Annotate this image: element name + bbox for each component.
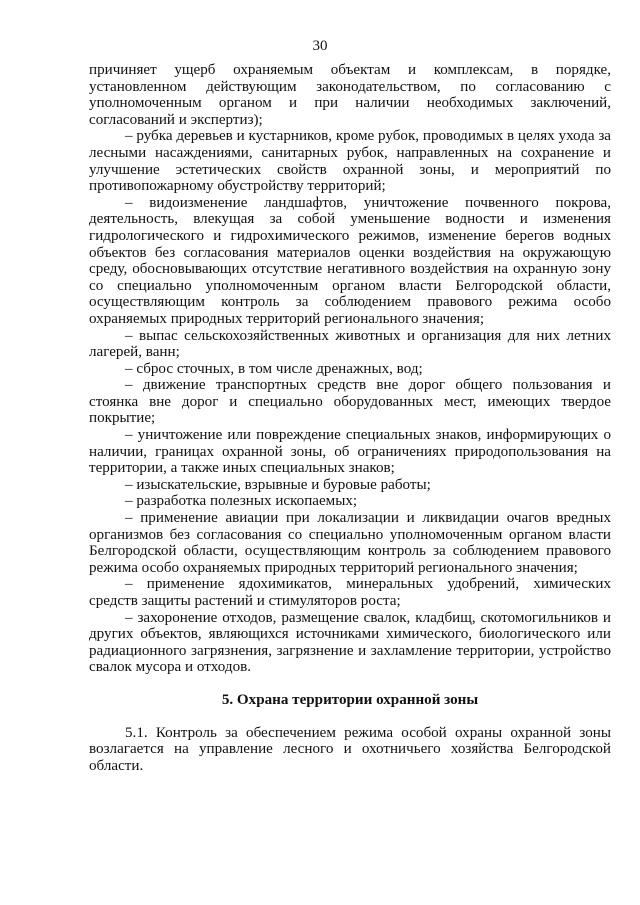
section-heading: 5. Охрана территории охранной зоны bbox=[221, 691, 479, 708]
list-item: – выпас сельскохозяйственных животных и организация для них летних лагерей, ванн; bbox=[89, 327, 611, 361]
list-item: – рубка деревьев и кустарников, кроме рубок, проводимых в целях ухода за лесными насаждениями, санитарных рубок, направленных на сохранение и улучшение эстетических свойств охранной зоны, и мероприятий по противопожарному обустройству территорий; bbox=[89, 128, 611, 195]
list-item: – уничтожение или повреждение специальных знаков, информирующих о наличии, границах охранной зоны, об ограничениях природопользования на территории, а также иных специальных знаков; bbox=[89, 427, 611, 477]
list-item: – видоизменение ландшафтов, уничтожение почвенного покрова, деятельность, влекущая за собой уменьшение водности и изменения гидрологического и гидрохимического режимов, изменение берегов водных объектов без согласования материалов оценки воздействия на окружающую среду, обосновывающих отсутствие негативного воздействия на охранную зону со специально уполномоченным органом власти Белгородской области, осуществляющим контроль за соблюдением правового режима особо охраняемых природных территорий регионального значения; bbox=[89, 194, 611, 327]
list-item: – разработка полезных ископаемых; bbox=[125, 493, 358, 510]
page-number: 30 bbox=[312, 38, 328, 54]
paragraph: причиняет ущерб охраняемым объектам и комплексам, в порядке, установленном действующим законодательством, по согласованию с уполномоченным органом и при наличии необходимых заключений, согласований и экспертиз); bbox=[89, 62, 611, 128]
paragraph: 5.1. Контроль за обеспечением режима особой охраны охранной зоны возлагается на управление лесного и охотничьего хозяйства Белгородской области. bbox=[89, 724, 611, 774]
list-item: – применение ядохимикатов, минеральных удобрений, химических средств защиты растений и стимуляторов роста; bbox=[89, 576, 611, 609]
document-body bbox=[89, 62, 611, 774]
list-item: – движение транспортных средств вне дорог общего пользования и стоянка вне дорог и специально оборудованных мест, имеющих твердое покрытие; bbox=[89, 377, 611, 427]
list-item: – сброс сточных, в том числе дренажных, вод; bbox=[125, 360, 423, 377]
list-item: – применение авиации при локализации и ликвидации очагов вредных организмов без согласования со специально уполномоченным органом власти Белгородской области, осуществляющим контроль за соблюдением правового режима особо охраняемых природных территорий регионального значения; bbox=[89, 510, 611, 576]
list-item: – изыскательские, взрывные и буровые работы; bbox=[125, 476, 431, 493]
list-item: – захоронение отходов, размещение свалок, кладбищ, скотомогильников и других объектов, являющихся источниками химического, биологического или радиационного загрязнения, загрязнение и захламление территории, устройство свалок мусора и отходов. bbox=[89, 609, 611, 676]
